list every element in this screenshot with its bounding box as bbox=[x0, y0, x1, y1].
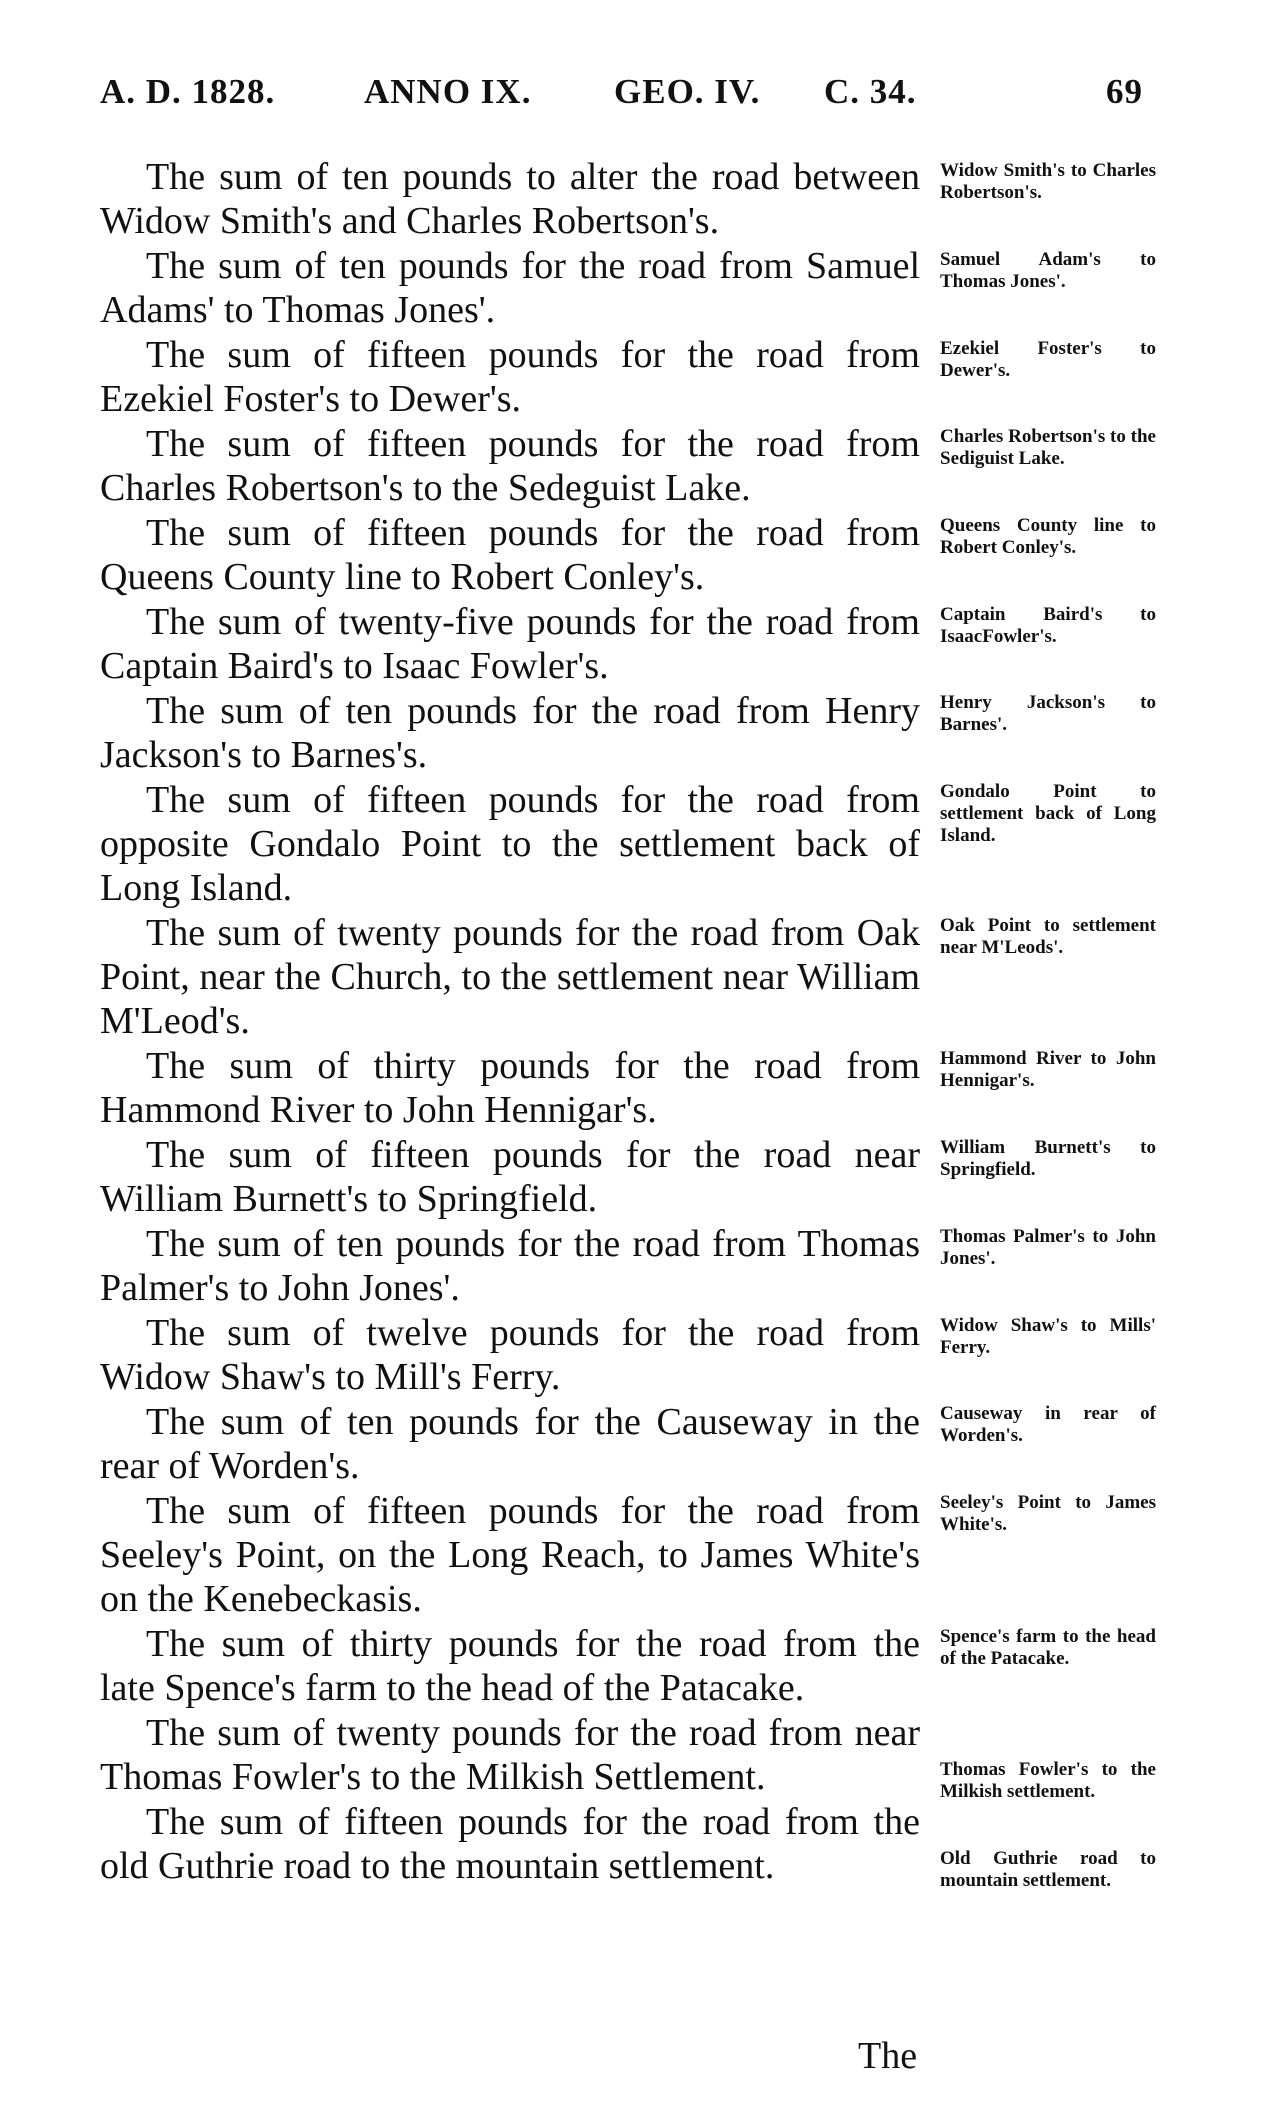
appropriation-entry: The sum of fifteen pounds for the road from Queens County line to Robert Conley's. bbox=[100, 512, 920, 598]
appropriation-entry: The sum of fifteen pounds for the road from Seeley's Point, on the Long Reach, to James White's on the Kenebeckasis. bbox=[100, 1490, 920, 1620]
catchword: The bbox=[858, 2035, 918, 2077]
appropriation-entry: The sum of twenty-five pounds for the road from Captain Baird's to Isaac Fowler's. bbox=[100, 601, 920, 687]
header-anno: ANNO IX. bbox=[364, 72, 532, 111]
marginal-note: Spence's farm to the head of the Patacake. bbox=[940, 1626, 1156, 1669]
appropriation-entry: The sum of fifteen pounds for the road from Ezekiel Foster's to Dewer's. bbox=[100, 334, 920, 420]
marginal-note: Ezekiel Foster's to Dewer's. bbox=[940, 338, 1156, 381]
marginal-note: Thomas Fowler's to the Milkish settlement. bbox=[940, 1759, 1156, 1802]
appropriation-entry: The sum of twenty pounds for the road from Oak Point, near the Church, to the settlement near William M'Leod's. bbox=[100, 912, 920, 1042]
appropriation-entry: The sum of ten pounds for the road from Thomas Palmer's to John Jones'. bbox=[100, 1223, 920, 1309]
appropriation-entry: The sum of fifteen pounds for the road near William Burnett's to Springfield. bbox=[100, 1134, 920, 1220]
appropriation-entry: The sum of ten pounds for the Causeway in the rear of Worden's. bbox=[100, 1401, 920, 1487]
header-reign: GEO. IV. bbox=[614, 72, 761, 111]
header-year: A. D. 1828. bbox=[100, 72, 276, 111]
marginal-note: Queens County line to Robert Conley's. bbox=[940, 515, 1156, 558]
appropriation-entry: The sum of ten pounds for the road from Samuel Adams' to Thomas Jones'. bbox=[100, 245, 920, 331]
marginal-note: Hammond River to John Hennigar's. bbox=[940, 1048, 1156, 1091]
appropriation-entry: The sum of twelve pounds for the road from Widow Shaw's to Mill's Ferry. bbox=[100, 1312, 920, 1398]
marginal-note: Widow Shaw's to Mills' Ferry. bbox=[940, 1315, 1156, 1358]
header-chapter: C. 34. bbox=[824, 72, 917, 111]
marginal-note: Seeley's Point to James White's. bbox=[940, 1492, 1156, 1535]
marginal-note: Henry Jackson's to Barnes'. bbox=[940, 692, 1156, 735]
appropriation-entry: The sum of thirty pounds for the road from Hammond River to John Hennigar's. bbox=[100, 1045, 920, 1131]
marginal-note: Charles Robertson's to the Sediguist Lake. bbox=[940, 426, 1156, 469]
appropriation-entry: The sum of fifteen pounds for the road from the old Guthrie road to the mountain settlement. bbox=[100, 1801, 920, 1887]
appropriation-entry: The sum of thirty pounds for the road from the late Spence's farm to the head of the Patacake. bbox=[100, 1623, 920, 1709]
running-header bbox=[100, 72, 1160, 122]
marginal-note: William Burnett's to Springfield. bbox=[940, 1137, 1156, 1180]
appropriation-entry: The sum of fifteen pounds for the road from opposite Gondalo Point to the settlement back of Long Island. bbox=[100, 779, 920, 909]
marginal-note: Widow Smith's to Charles Robertson's. bbox=[940, 160, 1156, 203]
marginal-note: Oak Point to settlement near M'Leods'. bbox=[940, 915, 1156, 958]
marginal-note: Causeway in rear of Worden's. bbox=[940, 1403, 1156, 1446]
appropriation-entry: The sum of fifteen pounds for the road from Charles Robertson's to the Sedeguist Lake. bbox=[100, 423, 920, 509]
marginal-note: Gondalo Point to settlement back of Long Island. bbox=[940, 781, 1156, 846]
marginal-note: Thomas Palmer's to John Jones'. bbox=[940, 1226, 1156, 1269]
appropriation-entry: The sum of ten pounds to alter the road between Widow Smith's and Charles Robertson's. bbox=[100, 156, 920, 242]
appropriation-entry: The sum of ten pounds for the road from Henry Jackson's to Barnes's. bbox=[100, 690, 920, 776]
marginal-note: Samuel Adam's to Thomas Jones'. bbox=[940, 249, 1156, 292]
marginal-note: Captain Baird's to IsaacFowler's. bbox=[940, 604, 1156, 647]
main-text-column bbox=[100, 155, 920, 1889]
page-number: 69 bbox=[1106, 72, 1143, 111]
marginal-note: Old Guthrie road to mountain settlement. bbox=[940, 1848, 1156, 1891]
appropriation-entry: The sum of twenty pounds for the road from near Thomas Fowler's to the Milkish Settlement. bbox=[100, 1712, 920, 1798]
